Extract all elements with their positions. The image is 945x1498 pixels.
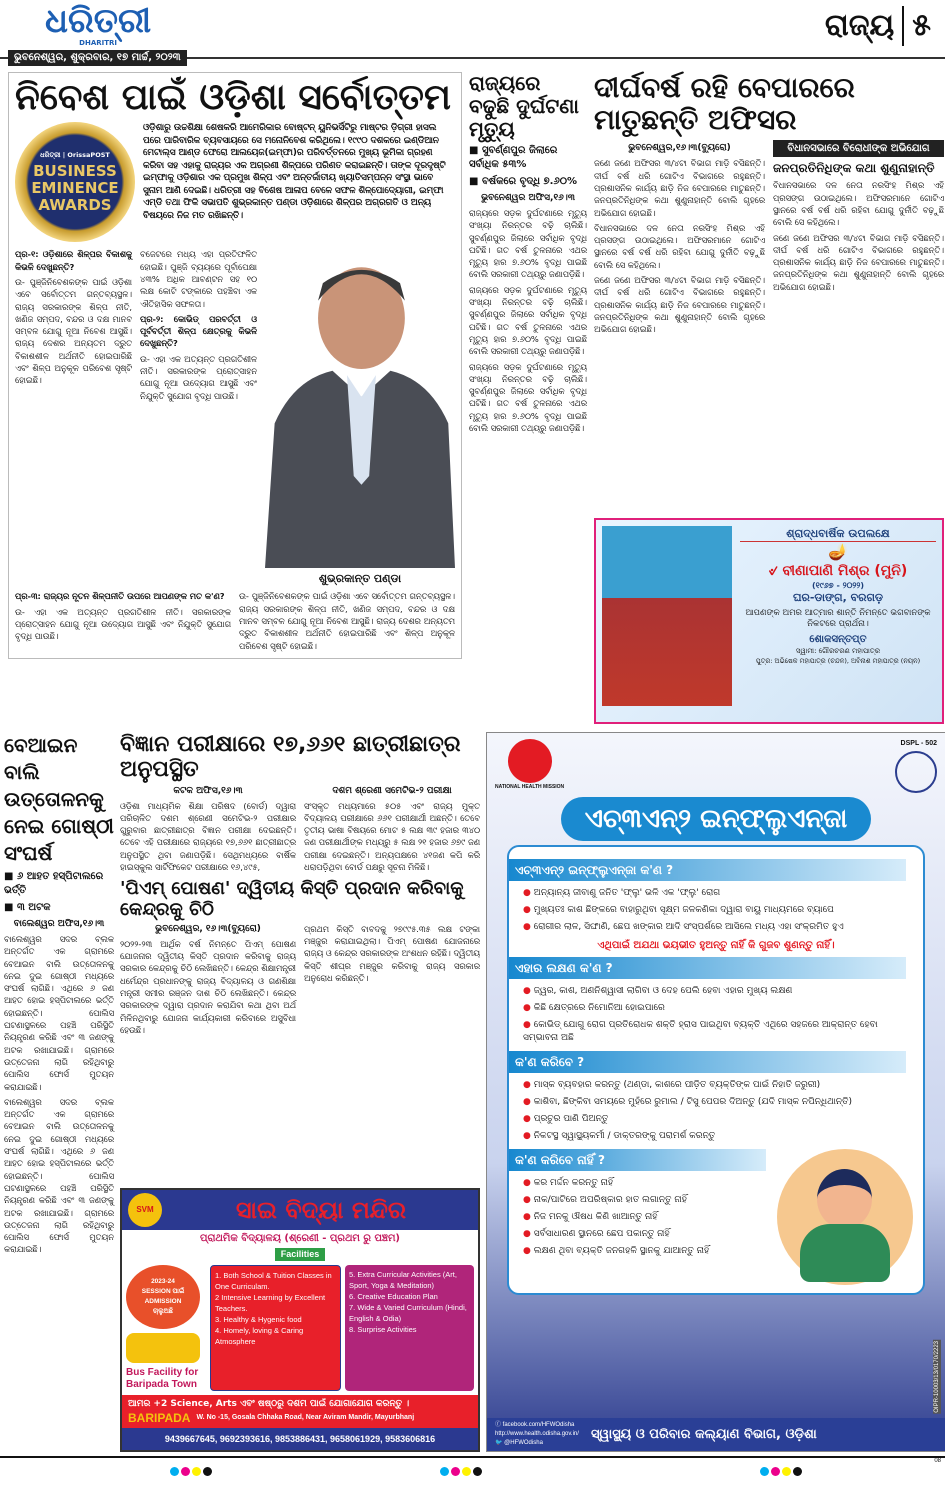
info-item: ● ପ୍ରଚୁର ପାଣି ପିଅନ୍ତୁ: [509, 1111, 923, 1128]
mourners-title: ଶୋକସନ୍ତପ୍ତ: [809, 634, 867, 645]
section-symptoms: ଏହାର ଲକ୍ଷଣ କ'ଣ ?: [509, 957, 906, 979]
color-registration-marks: [170, 1461, 214, 1480]
facilities-list-right: 5. Extra Curricular Activities (Art, Sport, Yoga & Meditation) 6. Creative Education Plan 7. Wide & Varied Curriculum (Hindi, English & Odia) 8. Surprise Activities: [345, 1265, 474, 1391]
poshan-story: [120, 879, 480, 1036]
accident-body: ରାଜ୍ୟରେ ସଡ଼କ ଦୁର୍ଘଟଣାରେ ମୃତ୍ୟୁ ସଂଖ୍ୟା ନିରନ୍ତର ବଢ଼ି ଚାଲିଛି। ସୁବର୍ଣ୍ଣପୁର ଜିଲାରେ ସର୍ବାଧିକ ବୃଦ୍ଧି ଘଟିଛି। ଗତ ବର୍ଷ ତୁଳନାରେ ଏଥର ମୃତ୍ୟୁ ହାର ୭.୬୦% ବୃଦ୍ଧି ପାଇଛି ବୋଲି ସରକାରୀ ତଥ୍ୟରୁ ଜଣାପଡ଼ିଛି। ରାଜ୍ୟରେ ସଡ଼କ ଦୁର୍ଘଟଣାରେ ମୃତ୍ୟୁ ସଂଖ୍ୟା ନିରନ୍ତର ବଢ଼ି ଚାଲିଛି। ସୁବର୍ଣ୍ଣପୁର ଜିଲାରେ ସର୍ବାଧିକ ବୃଦ୍ଧି ଘଟିଛି। ଗତ ବର୍ଷ ତୁଳନାରେ ଏଥର ମୃତ୍ୟୁ ହାର ୭.୬୦% ବୃଦ୍ଧି ପାଇଛି ବୋଲି ସରକାରୀ ତଥ୍ୟରୁ ଜଣାପଡ଼ିଛି। ରାଜ୍ୟରେ ସଡ଼କ ଦୁର୍ଘଟଣାରେ ମୃତ୍ୟୁ ସଂଖ୍ୟା ନିରନ୍ତର ବଢ଼ି ଚାଲିଛି। ସୁବର୍ଣ୍ଣପୁର ଜିଲାରେ ସର୍ବାଧିକ ବୃଦ୍ଧି ଘଟିଛି। ଗତ ବର୍ଷ ତୁଳନାରେ ଏଥର ମୃତ୍ୟୁ ହାର ୭.୬୦% ବୃଦ୍ଧି ପାଇଛି ବୋଲି ସରକାରୀ ତଥ୍ୟରୁ ଜଣାପଡ଼ିଛି।: [469, 208, 587, 434]
oipr-code: OIPR-10003/13/0170/2223: [934, 1341, 940, 1413]
facebook-link[interactable]: ⓕ facebook.com/HFWOdisha: [495, 1422, 575, 1428]
officer-story: [594, 72, 944, 512]
department-name: ସ୍ୱାସ୍ଥ୍ୟ ଓ ପରିବାର କଲ୍ୟାଣ ବିଭାଗ, ଓଡ଼ିଶା: [590, 1426, 817, 1442]
photo-caption: ଶୁଭ୍ରକାନ୍ତ ପଣ୍ଡା: [318, 572, 402, 586]
officer-subhead: ଜନପ୍ରତିନିଧିଙ୍କ କଥା ଶୁଣୁନାହାନ୍ତି: [773, 161, 935, 176]
admission-badge: 2023-24 SESSION ପାଇଁ ADMISSION ଚାଲୁଅଛି: [126, 1265, 200, 1329]
officer-body-2: ବିଧାନସଭାରେ ଦଳ ନେତା ନରସିଂହ ମିଶ୍ର ଏହି ପ୍ରସଙ୍ଗ ଉଠାଇଥିଲେ। ଅଫିସରମାନେ ଗୋଟିଏ ସ୍ଥାନରେ ବର୍ଷ ବର୍ଷ ଧରି ରହିବା ଯୋଗୁ ଦୁର୍ନୀତି ବଢ଼ୁଛି ବୋଲି ସେ କହିଥିଲେ। ଜଣେ ଜଣେ ଅଫିସର ୩/୪ଟା ବିଭାଗ ମାଡ଼ି ବସିଛନ୍ତି। ଦୀର୍ଘ ବର୍ଷ ଧରି ଗୋଟିଏ ବିଭାଗରେ ରହୁଛନ୍ତି। ପ୍ରଶାସନିକ କାର୍ଯ୍ୟ ଛାଡ଼ି ନିଜ ବେପାରରେ ମାତୁଛନ୍ତି। ଜନପ୍ରତିନିଧିଙ୍କ କଥା ଶୁଣୁନାହାନ୍ତି ବୋଲି ଗୃହରେ ଅଭିଯୋଗ ହୋଇଛି।: [773, 180, 944, 292]
sand-story: [4, 732, 114, 1452]
exam-dateline: କଟକ ଅଫିସ,୧୬।୩: [173, 785, 243, 796]
sand-bullet: ■ ୩ ଅଟକ: [4, 902, 51, 913]
lead-body-bottom: ପ୍ର-୩: ରାଜ୍ୟର ନୂତନ ଶିଳ୍ପନୀତି ଉପରେ ଆପଣଙ୍କ ମତ କ'ଣ? ଉ- ଏହା ଏକ ଅତ୍ୟନ୍ତ ପ୍ରଗତିଶୀଳ ନୀତି। ସରକାରଙ୍କ ପ୍ରୋତ୍ସାହନ ଯୋଗୁ ନୂଆ ଉଦ୍ୟୋଗ ଆସୁଛି ଏବଂ ନିଯୁକ୍ତି ସୁଯୋଗ ବୃଦ୍ଧି ପାଉଛି। ଉ- ପୁଞ୍ଜିନିବେଶକଙ୍କ ପାଇଁ ଓଡ଼ିଶା ଏବେ ସର୍ବୋତ୍ତମ ଗନ୍ତବ୍ୟସ୍ଥଳ। ରାଜ୍ୟ ସରକାରଙ୍କ ଶିଳ୍ପ ନୀତି, ଖଣିଜ ସମ୍ପଦ, ବନ୍ଦର ଓ ଦକ୍ଷ ମାନବ ସମ୍ବଳ ଯୋଗୁ ନୂଆ ନିବେଶ ଆସୁଛି। ରାଜ୍ୟ ଦେଶର ଅନ୍ୟତମ ଦ୍ରୁତ ବିକାଶଶୀଳ ଅର୍ଥନୀତି ହୋଇପାରିଛି ଏବଂ ଶିଳ୍ପ ଅନୁକୂଳ ପରିବେଶ ସୃଷ୍ଟି ହୋଇଛି।: [15, 591, 455, 651]
town-name: BARIPADA: [128, 1411, 191, 1425]
memorial-sons: ପୁତ୍ର: ଅଭିଷେକ ମହାପାତ୍ର (ଚନ୍ଦନ), ଅବିନାଶ ମହାପାତ୍ର (ନୟନ): [755, 657, 921, 665]
exam-body-1: ଓଡ଼ିଶା ମାଧ୍ୟମିକ ଶିକ୍ଷା ପରିଷଦ (ବୋର୍ଡ) ଦ୍ୱାରା ପରିଚାଳିତ ଦଶମ ଶ୍ରେଣୀ ସମେଟିଭ-୨ ପରୀକ୍ଷାର ଗୁରୁବାର ଛାତ୍ରୀଛାତ୍ର ବିଜ୍ଞାନ ପରୀକ୍ଷା ଦେଇଛନ୍ତି। ତେବେ ଏହି ପରୀକ୍ଷାରେ ରାଜ୍ୟରେ ୧୭,୬୬୧ ଛାତ୍ରୀଛାତ୍ର ଅନୁପସ୍ଥିତ ଥିବା ଜଣାପଡ଼ିଛି। ସେଥିମଧ୍ୟରେ ବାର୍ଷିକ ହାଇସ୍କୁଲ ସାର୍ଟିଫିକେଟ ପରୀକ୍ଷାରେ ୧୬,୪୯୫,: [120, 800, 296, 873]
warning-text: ଏଥିପାଇଁ ଅଯଥା ଭୟଭୀତ ହୁଅନ୍ତୁ ନାହିଁ କି ଗୁଜବ ଶୁଣନ୍ତୁ ନାହିଁ।: [597, 940, 835, 951]
memorial-place: ଘର-ଡାଙ୍ଗ, ବରଗଡ଼: [792, 591, 884, 604]
page-number: ୫: [902, 6, 931, 46]
sand-bullet: ■ ୬ ଆହତ ହସ୍ପିଟାଲରେ ଭର୍ତ୍ତି: [4, 871, 104, 896]
bus-facility: Bus Facility for Baripada Town: [126, 1367, 199, 1390]
color-registration-marks: [440, 1461, 484, 1480]
info-item: ● କର ମର୍ଦ୍ଦନ କରନ୍ତୁ ନାହିଁ: [509, 1175, 777, 1192]
info-item: ● ମାସ୍କ ବ୍ୟବହାର କରନ୍ତୁ (ଥଣ୍ଡା, କାଶରେ ପୀଡ଼ିତ ବ୍ୟକ୍ତିଙ୍କ ପାଇଁ ନିହାତି ଜରୁରୀ): [509, 1077, 923, 1094]
business-eminence-awards-logo: ଧରିତ୍ରୀ | OrissaPOST BUSINESS EMINENCE AWARDS: [15, 122, 135, 242]
info-item: ● ଅନ୍ୟାନ୍ୟ ଜୀବାଣୁ ଜନିତ 'ଫ୍ଲୁ' ଭଳି ଏକ 'ଫ୍ଲୁ' ରୋଗ: [509, 885, 923, 902]
lamp-icon: 🪔: [828, 542, 848, 561]
phone-numbers: 9439667645, 9692393616, 9853886431, 9658061929, 9583606816: [122, 1428, 478, 1450]
info-item: ● ରୋଗୀର ଲାଳ, ସିଙ୍ଘାଣି, ଛେପ ଖଙ୍କାର ଆଦି ସଂସ୍ପର୍ଶରେ ଆସିଲେ ମଧ୍ୟ ଏହା ସଂକ୍ରମିତ ହୁଏ: [509, 919, 923, 936]
accident-bullet: ■ ବର୍ଷକରେ ବୃଦ୍ଧି ୭.୬୦%: [469, 176, 578, 187]
twitter-link[interactable]: 🐦 @HFWOdisha: [495, 1440, 543, 1446]
dateline-bar: ଭୁବନେଶ୍ୱର, ଶୁକ୍ରବାର, ୧୭ ମାର୍ଚ୍ଚ, ୨୦୨୩: [8, 50, 187, 66]
info-item: ● କୋଭିଡ୍ ଯୋଗୁ ରୋଗ ପ୍ରତିରୋଧକ ଶକ୍ତି ହ୍ରାସ ପାଇଥିବା ବ୍ୟକ୍ତି ଏଥିରେ ସହଜରେ ଆକ୍ରାନ୍ତ ହେବା ସମ୍ଭାବନା ଅଛି: [509, 1017, 923, 1047]
masthead: [0, 0, 945, 66]
memorial-photo: [602, 526, 732, 706]
info-panel: [507, 845, 925, 1295]
section-donts: କ'ଣ କରିବେ ନାହିଁ ?: [509, 1149, 766, 1171]
nhm-logo: [508, 739, 552, 783]
lead-headline: ନିବେଶ ପାଇଁ ଓଡ଼ିଶା ସର୍ବୋତ୍ତମ: [15, 77, 451, 118]
section-title: ରାଜ୍ୟ: [824, 8, 895, 43]
exam-story: [120, 732, 480, 873]
memorial-title: ଶ୍ରାଦ୍ଧବାର୍ଷିକ ଉପଲକ୍ଷେ: [740, 526, 936, 542]
school-subtitle: ପ୍ରାଥମିକ ବିଦ୍ୟାଳୟ (ଶ୍ରେଣୀ - ପ୍ରଥମ ରୁ ପଞ୍ଚମ): [199, 1233, 401, 1244]
h3n2-influenza-ad: [486, 732, 945, 1452]
ad-code: DSPL - 502: [900, 740, 937, 747]
nhm-label: NATIONAL HEALTH MISSION: [495, 784, 565, 790]
social-links: [495, 1421, 579, 1448]
info-item: ● କାଶିବା, ଛିଙ୍କିବା ସମୟରେ ମୁହଁରେ ରୁମାଲ / ଟିସୁ ପେପର ଦିଅନ୍ତୁ (ଯଦି ମାସ୍କ ନପିନ୍ଧିଥାନ୍ତି): [509, 1094, 923, 1111]
section-dos: କ'ଣ କରିବେ ?: [509, 1051, 906, 1073]
poshan-body-1: ୨୦୨୨-୨୩ ଆର୍ଥିକ ବର୍ଷ ନିମନ୍ତେ ପିଏମ୍ ପୋଷଣ ଯୋଜନାର ଦ୍ୱିତୀୟ କିସ୍ତି ପ୍ରଦାନ କରିବାକୁ ରାଜ୍ୟ ସରକାର କେନ୍ଦ୍ରକୁ ଚିଠି ଲେଖିଛନ୍ତି। କେନ୍ଦ୍ର ଶିକ୍ଷାମନ୍ତ୍ରୀ ଧର୍ମେନ୍ଦ୍ର ପ୍ରଧାନଙ୍କୁ ରାଜ୍ୟ ବିଦ୍ୟାଳୟ ଓ ଗଣଶିକ୍ଷା ମନ୍ତ୍ରୀ ସମୀର ରଞ୍ଜନ ଦାଶ ଚିଠି ଲେଖିଛନ୍ତି। କେନ୍ଦ୍ର ସରକାରଙ୍କ ଦ୍ୱାରା ପ୍ରଦାନ କରାଯିବା କଥା ଥିବା ଅର୍ଥ ମିଳିନଥିବାରୁ ଯୋଜନା କାର୍ଯ୍ୟକାରୀ କରିବାରେ ଅସୁବିଧା ହେଉଛି।: [120, 938, 296, 1035]
info-item: ● କିଛି କ୍ଷେତ୍ରରେ ନିମୋନିଆ ହୋଇପାରେ: [509, 1000, 923, 1017]
info-item: ● ନାକ/ପାଟିରେ ଅପରିଷ୍କାର ହାତ ଲଗାନ୍ତୁ ନାହିଁ: [509, 1192, 777, 1209]
info-item: ● ସର୍ବସାଧାରଣ ସ୍ଥାନରେ ଛେପ ପକାନ୍ତୁ ନାହିଁ: [509, 1226, 777, 1243]
info-item: ● ଲକ୍ଷଣ ଥିବା ବ୍ୟକ୍ତି ଜନଗହଳି ସ୍ଥାନକୁ ଯାଆନ୍ତୁ ନାହିଁ: [509, 1243, 777, 1260]
lead-intro: ଓଡ଼ିଶାରୁ ଉଚ୍ଚଶିକ୍ଷା ଶେଷକରି ଆମେରିକାର ବୋଷ୍ଟନ୍ ୟୁନିଭର୍ସିଟିରୁ ମାଷ୍ଟର ଡ଼ିଗ୍ରୀ ହାସଲ ପରେ ପାରିବାରିକ ବ୍ୟବସାୟରେ ସେ ମନୋନିବେଶ କରିଥିଲେ। ୧୯୯୦ ଦଶକରେ ଇଣ୍ଡିଆନ ମେଟାଲ୍ସ ଆଣ୍ଡ ଫେରୋ ଆଲୟେଜ(ଇମ୍ଫା)ର ପରିବର୍ତ୍ତନରେ ମୁଖ୍ୟ ଭୂମିକା ଗ୍ରହଣ କରିବା ସହ ଏହାକୁ ରାଜ୍ୟର ଏକ ଅଗ୍ରଣୀ ଶିଳ୍ପରେ ପରିଣତ କରାଇଛନ୍ତି। ତାଙ୍କ ଦୂରଦୃଷ୍ଟି ଇମ୍ଫାକୁ ଓଡ଼ିଶାର ଏକ ପ୍ରମୁଖ ଶିଳ୍ପ ଏବଂ ଅନ୍ତର୍ଜାତୀୟ ଖ୍ୟାତିସମ୍ପନ୍ନ ସଂସ୍ଥା ଭାବେ ସୁନାମ ଆଣି ଦେଇଛି। ଧରିତ୍ରୀ ସହ ବିଶେଷ ଆଳାପ ବେଳେ ସଫଳ ଶିଳ୍ପୋଦ୍ୟୋଗୀ, ଇମ୍ଫା ଏମ୍‌ଡି ତଥା ଫିକି ସଭାପତି ଶୁଭ୍ରକାନ୍ତ ପଣ୍ଡା ଓଡ଼ିଶାରେ ଶିଳ୍ପର ଅଗ୍ରଗତି ଓ ଅନ୍ୟ ବିଷୟରେ ନିଜ ମତ ରଖିଛନ୍ତି।: [143, 123, 446, 221]
portrait-photo: [265, 248, 455, 586]
accident-dateline: ଭୁବନେଶ୍ୱର ଅଫିସ,୧୬।୩: [481, 193, 575, 203]
officer-kicker: ବିଧାନସଭାରେ ବିରୋଧୀଙ୍କ ଅଭିଯୋଗ: [773, 140, 944, 157]
exam-headline: ବିଜ୍ଞାନ ପରୀକ୍ଷାରେ ୧୭,୬୬୧ ଛାତ୍ରୀଛାତ୍ର ଅନୁପସ୍ଥିତ: [120, 732, 461, 783]
accident-bullet: ■ ସୁବର୍ଣ୍ଣପୁର ଜିଲାରେ ସର୍ବାଧିକ ୫୩%: [469, 145, 558, 170]
exam-kicker: ଦଶମ ଶ୍ରେଣୀ ସମେଟିଭ-୨ ପରୀକ୍ଷା: [332, 785, 452, 796]
memorial-name: ୰ ବୀଣାପାଣି ମିଶ୍ର (ମୁନି): [768, 563, 908, 579]
sand-headline: ବେଆଇନ ବାଲି ଉତ୍ତୋଳନକୁ ନେଇ ଗୋଷ୍ଠୀ ସଂଘର୍ଷ: [4, 733, 114, 865]
sand-body: ବାଲେଶ୍ୱର ସଦର ବ୍ଲକ ଅନ୍ତର୍ଗତ ଏକ ଗ୍ରାମରେ ବେଆଇନ ବାଲି ଉତ୍ତୋଳନକୁ ନେଇ ଦୁଇ ଗୋଷ୍ଠୀ ମଧ୍ୟରେ ସଂଘର୍ଷ ଲାଗିଛି। ଏଥିରେ ୬ ଜଣ ଆହତ ହୋଇ ହସ୍ପିଟାଲରେ ଭର୍ତ୍ତି ହୋଇଛନ୍ତି। ପୋଲିସ ଘଟଣାସ୍ଥଳରେ ପହଞ୍ଚି ପରିସ୍ଥିତି ନିୟନ୍ତ୍ରଣ କରିଛି ଏବଂ ୩ ଜଣଙ୍କୁ ଅଟକ ରଖାଯାଇଛି। ଗ୍ରାମରେ ଉତ୍ତେଜନା ଲାଗି ରହିଥିବାରୁ ପୋଲିସ ଫୋର୍ସ ମୁତୟନ କରାଯାଇଛି। ବାଲେଶ୍ୱର ସଦର ବ୍ଲକ ଅନ୍ତର୍ଗତ ଏକ ଗ୍ରାମରେ ବେଆଇନ ବାଲି ଉତ୍ତୋଳନକୁ ନେଇ ଦୁଇ ଗୋଷ୍ଠୀ ମଧ୍ୟରେ ସଂଘର୍ଷ ଲାଗିଛି। ଏଥିରେ ୬ ଜଣ ଆହତ ହୋଇ ହସ୍ପିଟାଲରେ ଭର୍ତ୍ତି ହୋଇଛନ୍ତି। ପୋଲିସ ଘଟଣାସ୍ଥଳରେ ପହଞ୍ଚି ପରିସ୍ଥିତି ନିୟନ୍ତ୍ରଣ କରିଛି ଏବଂ ୩ ଜଣଙ୍କୁ ଅଟକ ରଖାଯାଇଛି। ଗ୍ରାମରେ ଉତ୍ତେଜନା ଲାଗି ରହିଥିବାରୁ ପୋଲିସ ଫୋର୍ସ ମୁତୟନ କରାଯାଇଛି।: [4, 934, 114, 1255]
dharitri-logo: ଧରିତ୍ରୀ DHARITRI: [45, 1, 152, 47]
memorial-years: (୧୯୬୭ - ୨୦୨୨): [811, 581, 864, 590]
info-item: ● ଜ୍ୱର, କାଶ, ଅଣନିଶ୍ୱାସୀ ଲାଗିବା ଓ ଦେହ ପେଲି ହେବା ଏହାର ମୁଖ୍ୟ ଲକ୍ଷଣ: [509, 983, 923, 1000]
ad-title: ଏଚ୍‌୩ଏନ୍‌୨ ଇନ୍‌ଫ୍ଲୁଏନ୍‌ଜା: [561, 797, 871, 841]
plus2-contact: ଆମର +2 Science, Arts ଏବଂ ଷଷ୍ଠରୁ ଦଶମ ପାଇଁ ଯୋଗାଯୋଗ କରନ୍ତୁ ।: [128, 1399, 410, 1409]
poshan-headline: 'ପିଏମ୍ ପୋଷଣ' ଦ୍ୱିତୀୟ କିସ୍ତି ପ୍ରଦାନ କରିବାକୁ କେନ୍ଦ୍ରକୁ ଚିଠି: [120, 878, 464, 921]
poshan-dateline: ଭୁବନେଶ୍ୱର, ୧୬।୩(ବ୍ୟୁରୋ): [155, 923, 261, 934]
lead-body: ପ୍ର-୧: ଓଡ଼ିଶାରେ ଶିଳ୍ପର ବିକାଶକୁ କିଭଳି ଦେଖୁଛନ୍ତି? ଉ- ପୁଞ୍ଜିନିବେଶକଙ୍କ ପାଇଁ ଓଡ଼ିଶା ଏବେ ସର୍ବୋତ୍ତମ ଗନ୍ତବ୍ୟସ୍ଥଳ। ରାଜ୍ୟ ସରକାରଙ୍କ ଶିଳ୍ପ ନୀତି, ଖଣିଜ ସମ୍ପଦ, ବନ୍ଦର ଓ ଦକ୍ଷ ମାନବ ସମ୍ବଳ ଯୋଗୁ ନୂଆ ନିବେଶ ଆସୁଛି। ରାଜ୍ୟ ଦେଶର ଅନ୍ୟତମ ଦ୍ରୁତ ବିକାଶଶୀଳ ଅର୍ଥନୀତି ହୋଇପାରିଛି ଏବଂ ଶିଳ୍ପ ଅନୁକୂଳ ପରିବେଶ ସୃଷ୍ଟି ହୋଇଛି। ବଜେଟରେ ମଧ୍ୟ ଏହା ପ୍ରତିଫଳିତ ହୋଇଛି। ପୁଞ୍ଜି ବ୍ୟୟରେ ପୂର୍ବାପେକ୍ଷା ୪୩% ଅଧିକ ଆବଣ୍ଟନ ସହ ୧୦ ଲକ୍ଷ କୋଟି ଟଙ୍କାରେ ପହଞ୍ଚିବା ଏକ ଐତିହାସିକ ସଫଳତା। ପ୍ର-୨: କୋଭିଡ୍ ପରବର୍ତ୍ତୀ ଓ ପୂର୍ବବର୍ତ୍ତୀ ଶିଳ୍ପ କ୍ଷେତ୍ରକୁ କିଭଳି ଦେଖୁଛନ୍ତି? ଉ- ଏହା ଏକ ଅତ୍ୟନ୍ତ ପ୍ରଗତିଶୀଳ ନୀତି। ସରକାରଙ୍କ ପ୍ରୋତ୍ସାହନ ଯୋଗୁ ନୂଆ ଉଦ୍ୟୋଗ ଆସୁଛି ଏବଂ ନିଯୁକ୍ତି ସୁଯୋଗ ବୃଦ୍ଧି ପାଉଛି।: [15, 249, 257, 401]
info-item: ● ନିକଟସ୍ଥ ସ୍ୱାସ୍ଥ୍ୟକର୍ମୀ / ଡାକ୍ତରଙ୍କୁ ପରାମର୍ଶ କରନ୍ତୁ: [509, 1128, 923, 1145]
school-address: W. No -15, Gosala Chhaka Road, Near Aviram Mandir, Mayurbhanj: [196, 1414, 415, 1421]
lead-story: [8, 72, 462, 659]
facilities-label: Facilities: [275, 1248, 326, 1261]
school-name: ସାଇ ବିଦ୍ୟା ମନ୍ଦିର: [235, 1196, 407, 1224]
memorial-husband: ସ୍ୱାମୀ: ଗୌରଚରଣ ମହାପାତ୍ର: [795, 647, 881, 655]
sick-person-illustration: [777, 1149, 913, 1285]
school-logo: SVM: [128, 1193, 162, 1227]
exam-body-2: ସଂସ୍କୃତ ମଧ୍ୟମାରେ ୫୦୫ ଏବଂ ରାଜ୍ୟ ମୁକ୍ତ ବିଦ୍ୟାଳୟ ପରୀକ୍ଷାରେ ୬୬୧ ପରୀକ୍ଷାର୍ଥୀ ଅଛନ୍ତି। ତେବେ ତୃତୀୟ ଭାଷା ବିଷୟରେ ମୋଟ ୫ ଲକ୍ଷ ୩୯ ହଜାର ୩୪୦ ଜଣ ପରୀକ୍ଷାର୍ଥୀଙ୍କ ମଧ୍ୟରୁ ୫ ଲକ୍ଷ ୨୧ ହଜାର ୬୭୯ ଜଣ ପରୀକ୍ଷା ଦେଇଛନ୍ତି। ଅନ୍ୟପକ୍ଷରେ ୪୧ଜଣ କପି କରି ଧରାପଡ଼ିଥିବା ବୋର୍ଡ ପକ୍ଷରୁ ସୂଚନା ମିଳିଛି।: [304, 800, 480, 873]
officer-headline: ଦୀର୍ଘବର୍ଷ ରହି ବେପାରରେ ମାତୁଛନ୍ତି ଅଫିସର: [594, 71, 855, 137]
poshan-body-2: ପ୍ରଥମ କିସ୍ତି ବାବଦକୁ ୨୭୯୯୫.୩୫ ଲକ୍ଷ ଟଙ୍କା ମଞ୍ଜୁର କରାଯାଇଥିଲା। ପିଏମ୍ ପୋଷଣ ଯୋଜନାରେ ରାଜ୍ୟ ଓ କେନ୍ଦ୍ର ସରକାରଙ୍କ ଅଂଶଧନ ରହିଛି। ଦ୍ୱିତୀୟ କିସ୍ତି ଶୀଘ୍ର ମଞ୍ଜୁର କରିବାକୁ ରାଜ୍ୟ ସରକାର ଅନୁରୋଧ କରିଛନ୍ତି।: [304, 923, 480, 983]
officer-dateline: ଭୁବନେଶ୍ୱର,୧୬।୩(ବ୍ୟୁରୋ): [628, 143, 731, 154]
color-registration-marks: [760, 1461, 804, 1480]
footer: [0, 1456, 945, 1472]
sai-vidya-mandir-ad: [120, 1188, 480, 1452]
sand-dateline: ବାଲେଶ୍ୱର ଅଫିସ,୧୬।୩: [13, 919, 105, 929]
website-link[interactable]: http://www.health.odisha.gov.in/: [495, 1431, 579, 1437]
folio: 08: [934, 1458, 941, 1464]
officer-body: ଜଣେ ଜଣେ ଅଫିସର ୩/୪ଟା ବିଭାଗ ମାଡ଼ି ବସିଛନ୍ତି। ଦୀର୍ଘ ବର୍ଷ ଧରି ଗୋଟିଏ ବିଭାଗରେ ରହୁଛନ୍ତି। ପ୍ରଶାସନିକ କାର୍ଯ୍ୟ ଛାଡ଼ି ନିଜ ବେପାରରେ ମାତୁଛନ୍ତି। ଜନପ୍ରତିନିଧିଙ୍କ କଥା ଶୁଣୁନାହାନ୍ତି ବୋଲି ଗୃହରେ ଅଭିଯୋଗ ହୋଇଛି। ବିଧାନସଭାରେ ଦଳ ନେତା ନରସିଂହ ମିଶ୍ର ଏହି ପ୍ରସଙ୍ଗ ଉଠାଇଥିଲେ। ଅଫିସରମାନେ ଗୋଟିଏ ସ୍ଥାନରେ ବର୍ଷ ବର୍ଷ ଧରି ରହିବା ଯୋଗୁ ଦୁର୍ନୀତି ବଢ଼ୁଛି ବୋଲି ସେ କହିଥିଲେ। ଜଣେ ଜଣେ ଅଫିସର ୩/୪ଟା ବିଭାଗ ମାଡ଼ି ବସିଛନ୍ତି। ଦୀର୍ଘ ବର୍ଷ ଧରି ଗୋଟିଏ ବିଭାଗରେ ରହୁଛନ୍ତି। ପ୍ରଶାସନିକ କାର୍ଯ୍ୟ ଛାଡ଼ି ନିଜ ବେପାରରେ ମାତୁଛନ୍ତି। ଜନପ୍ରତିନିଧିଙ୍କ କଥା ଶୁଣୁନାହାନ୍ତି ବୋଲି ଗୃହରେ ଅଭିଯୋଗ ହୋଇଛି।: [594, 158, 765, 335]
info-item: ● ମୁଖ୍ୟତଃ କାଶ ଛିଙ୍କରେ ବାହାରୁଥିବା ସୂକ୍ଷ୍ମ ଜଳକଣିକା ଦ୍ୱାରା ବାୟୁ ମାଧ୍ୟମରେ ବ୍ୟାପେ: [509, 902, 923, 919]
school-bus-icon: [126, 1333, 200, 1363]
facilities-list-left: 1. Both School & Tuition Classes in One Curriculam. 2 Intensive Learning by Excellent Teachers. 3. Healthy & Hygenic food 4. Homely, loving & Caring Atmosphere: [210, 1265, 341, 1391]
accident-story: [469, 72, 587, 437]
section-what-is: ଏଚ୍‌୩ଏନ୍‌୨ ଇନ୍‌ଫ୍ଲୁଏନ୍‌ଜା କ'ଣ ?: [509, 859, 906, 881]
accident-headline: ରାଜ୍ୟରେ ବଢୁଛି ଦୁର୍ଘଟଣା ମୃତ୍ୟୁ: [469, 71, 579, 141]
odisha-emblem: [895, 751, 937, 793]
section-header: [825, 6, 931, 46]
info-item: ● ନିଜ ମନକୁ ଔଷଧ କିଣି ଖାଆନ୍ତୁ ନାହିଁ: [509, 1209, 777, 1226]
memorial-prayer: ଆପଣଙ୍କ ଅମର ଆତ୍ମାର ଶାନ୍ତି ନିମନ୍ତେ ଭଗବାନଙ୍କ ନିକଟରେ ପ୍ରାର୍ଥନା।: [745, 608, 931, 629]
memorial-ad: [594, 518, 944, 724]
